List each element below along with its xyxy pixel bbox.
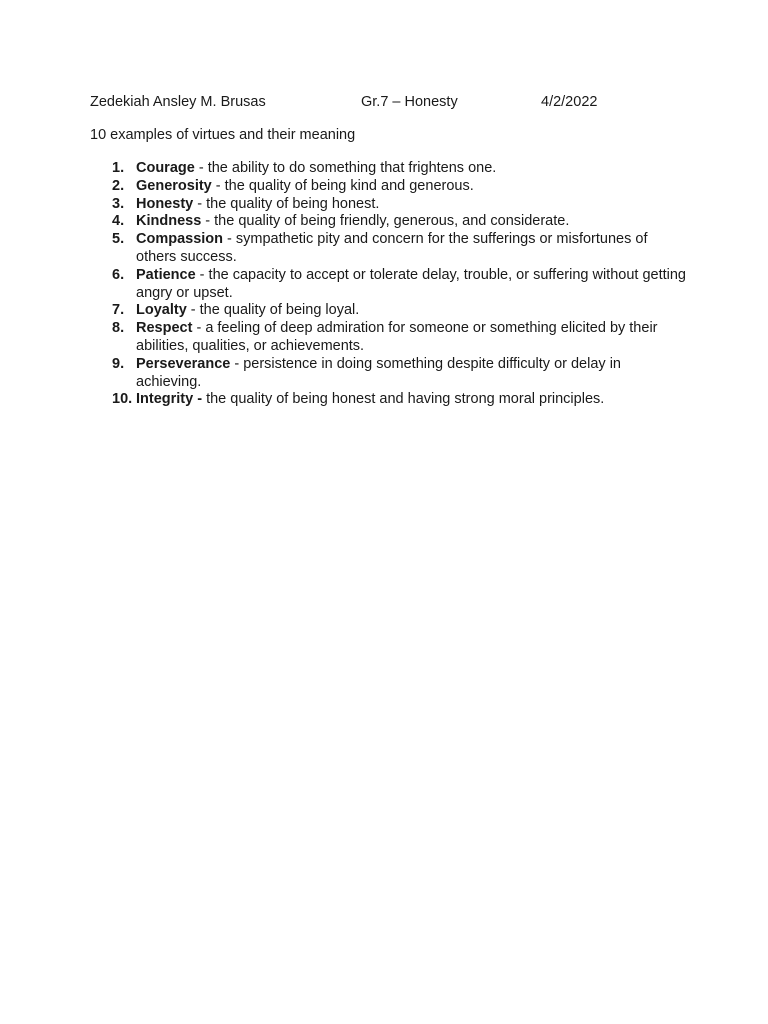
virtue-term: Perseverance [136, 355, 231, 372]
virtue-meaning: the quality of being honest and having strong moral principles. [206, 391, 605, 408]
class-section: Gr.7 – Honesty [361, 94, 458, 110]
item-number: 6. [112, 266, 125, 283]
virtue-meaning: the quality of being honest. [206, 195, 380, 212]
virtue-meaning: the ability to do something that frightens one. [207, 160, 497, 176]
separator: - [211, 177, 225, 194]
virtue-meaning: a feeling of deep admiration for someone or something elicited by their abilities, qualities, or achievements. [136, 320, 658, 354]
separator: - [194, 160, 208, 176]
document-subtitle: 10 examples of virtues and their meaning [90, 127, 356, 143]
virtue-term: Honesty [136, 195, 194, 212]
separator: - [193, 195, 207, 212]
item-number: 10. [112, 391, 133, 408]
item-number: 7. [112, 302, 125, 319]
virtue-term: Integrity - [136, 391, 203, 408]
item-number: 9. [112, 355, 125, 372]
virtue-term: Kindness [136, 213, 202, 230]
virtue-term: Respect [136, 320, 193, 337]
virtue-meaning: the quality of being friendly, generous, and considerate. [214, 213, 570, 230]
item-number: 1. [112, 160, 125, 176]
list-item [0, 178, 686, 196]
list-item [0, 356, 686, 392]
list-item [0, 391, 686, 409]
list-item [0, 160, 686, 178]
virtue-meaning: the capacity to accept or tolerate delay, trouble, or suffering without getting angry or upset. [136, 266, 686, 301]
virtue-meaning: the quality of being loyal. [199, 302, 360, 319]
item-number: 4. [112, 213, 125, 230]
list-item [0, 213, 686, 231]
virtue-term: Courage [136, 160, 195, 176]
list-item [0, 231, 686, 267]
separator: - [223, 231, 236, 248]
virtue-term: Compassion [136, 231, 224, 248]
virtue-meaning: persistence in doing something despite difficulty or delay in achieving. [136, 355, 621, 390]
document-date: 4/2/2022 [541, 94, 598, 110]
list-item [0, 196, 686, 214]
virtue-term: Generosity [136, 177, 212, 194]
separator: - [230, 355, 244, 372]
virtue-meaning: the quality of being kind and generous. [224, 177, 474, 194]
separator: - [186, 302, 200, 319]
item-number: 2. [112, 177, 125, 194]
virtue-list [0, 160, 768, 409]
list-item [0, 267, 686, 303]
item-number: 3. [112, 195, 125, 212]
item-number: 8. [112, 320, 125, 337]
separator: - [201, 213, 215, 230]
separator: - [195, 266, 209, 283]
virtue-meaning: sympathetic pity and concern for the sufferings or misfortunes of others success. [136, 231, 648, 265]
virtue-term: Loyalty [136, 302, 187, 319]
list-item [0, 302, 686, 320]
item-number: 5. [112, 231, 125, 248]
student-name: Zedekiah Ansley M. Brusas [90, 94, 266, 110]
list-item [0, 320, 686, 356]
virtue-term: Patience [136, 266, 196, 283]
separator: - [192, 320, 206, 337]
